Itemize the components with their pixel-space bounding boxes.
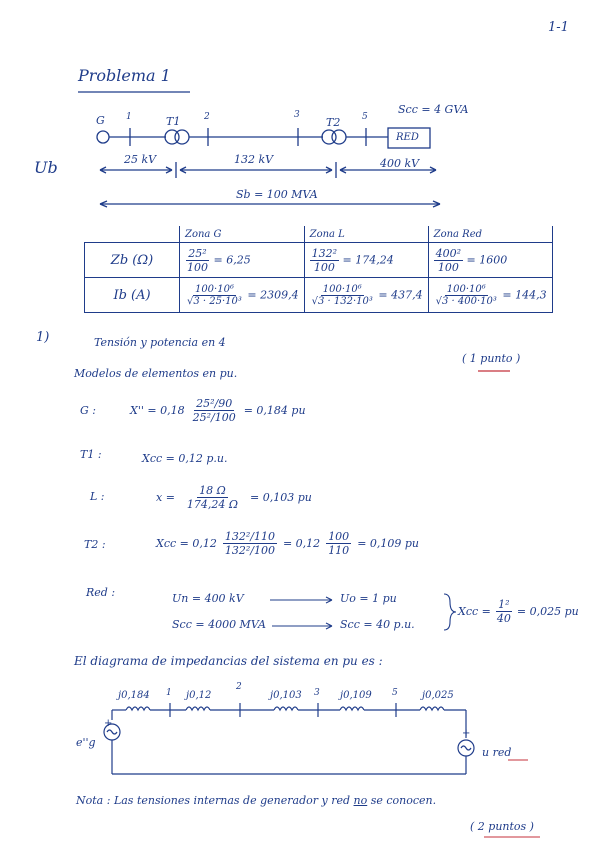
- impedance-element-2: j0,12: [186, 690, 212, 701]
- red-box-label: RED: [396, 132, 419, 143]
- source-left-plus: +: [104, 718, 113, 729]
- ub-label: Ub: [34, 158, 58, 177]
- table-header-zona-l: Zona L: [304, 226, 428, 243]
- page-title: Problema 1: [78, 66, 171, 85]
- node-label-t1: T1: [166, 115, 181, 128]
- model-red-xcc: Xcc = $\frac{\text{1²}}{40}$ = 0,025 pu: [458, 598, 579, 625]
- source-right-label: u red: [482, 746, 512, 759]
- model-l-expression: x = $\frac{18 \Omega}{174,24 \Omega}$ = 0,103 pu: [156, 484, 312, 511]
- sb-label: Sb = 100 MVA: [236, 188, 318, 201]
- model-red-line1-result: Uo = 1 pu: [340, 592, 397, 605]
- model-t2-expression: Xcc = 0,12 $\frac{\text{132²/110}}{\text{132²/100}}$ = 0,12 $\frac{100}{110}$ = 0,109 pu: [156, 530, 420, 557]
- table-cell: $\frac{\text{100·10⁶}}{\text{√3 · 132·10³}}$ = 437,4: [304, 278, 428, 313]
- model-g-label: G :: [80, 404, 96, 417]
- scc-label: Scc = 4 GVA: [398, 103, 469, 116]
- impedance-node-3: 3: [314, 688, 320, 698]
- model-red-line2-result: Scc = 40 p.u.: [340, 618, 415, 631]
- impedance-element-5: j0,025: [422, 690, 454, 701]
- impedance-element-1: j0,184: [118, 690, 150, 701]
- model-t1-expression: Xcc = 0,12 p.u.: [142, 452, 228, 465]
- impedance-node-2: 2: [236, 682, 242, 692]
- node-label-3: 3: [294, 110, 300, 120]
- node-label-1: 1: [126, 112, 132, 122]
- table-cell: $\frac{\text{400²}}{100}$ = 1600: [428, 243, 552, 278]
- model-red-line2: Scc = 4000 MVA: [172, 618, 266, 631]
- model-g-expression: X'' = 0,18 $\frac{\text{25²/90}}{\text{25²/100}}$ = 0,184 pu: [130, 397, 306, 424]
- source-left-label: e''g: [76, 736, 96, 749]
- model-red-label: Red :: [86, 586, 116, 599]
- impedance-element-3: j0,103: [270, 690, 302, 701]
- voltage-zone-g: 25 kV: [124, 153, 157, 166]
- table-header-zona-red: Zona Red: [428, 226, 552, 243]
- note-text-b: se conocen.: [370, 794, 437, 807]
- table-cell: $\frac{\text{100·10⁶}}{\text{√3 · 25·10³}}$ = 2309,4: [180, 278, 305, 313]
- row-label-zb: Zb (Ω): [85, 243, 180, 278]
- impedance-element-4: j0,109: [340, 690, 372, 701]
- note-points: ( 2 puntos ): [470, 820, 534, 833]
- impedance-node-5: 5: [392, 688, 398, 698]
- table-cell: $\frac{\text{100·10⁶}}{\text{√3 · 400·10³}}$ = 144,3: [428, 278, 552, 313]
- table-cell: $\frac{\text{132²}}{100}$ = 174,24: [304, 243, 428, 278]
- page-number: 1-1: [548, 20, 569, 35]
- part-points: ( 1 punto ): [462, 352, 521, 365]
- model-t1-label: T1 :: [80, 448, 102, 461]
- note-prefix: Nota :: [76, 794, 111, 807]
- impedance-node-1: 1: [166, 688, 172, 698]
- model-red-line1: Un = 400 kV: [172, 592, 244, 605]
- node-label-2: 2: [204, 112, 210, 122]
- note-text-a: Las tensiones internas de generador y red: [113, 794, 351, 807]
- part-heading: Tensión y potencia en 4: [94, 336, 226, 349]
- node-label-5: 5: [362, 112, 368, 122]
- voltage-zone-red: 400 kV: [380, 157, 420, 170]
- voltage-zone-l: 132 kV: [234, 153, 274, 166]
- table-cell: $\frac{\text{25²}}{100}$ = 6,25: [180, 243, 305, 278]
- row-label-ib: Ib (A): [85, 278, 180, 313]
- part-number: 1): [36, 330, 50, 345]
- models-subheading: Modelos de elementos en pu.: [74, 367, 238, 380]
- source-right-plus: +: [462, 728, 471, 739]
- impedance-sentence: El diagrama de impedancias del sistema en pu es :: [74, 654, 383, 668]
- node-label-t2: T2: [326, 116, 341, 129]
- model-t2-label: T2 :: [84, 538, 106, 551]
- table-header-zona-g: Zona G: [180, 226, 305, 243]
- note-emph: no: [353, 794, 368, 807]
- node-label-g: G: [96, 114, 105, 127]
- model-l-label: L :: [90, 490, 105, 503]
